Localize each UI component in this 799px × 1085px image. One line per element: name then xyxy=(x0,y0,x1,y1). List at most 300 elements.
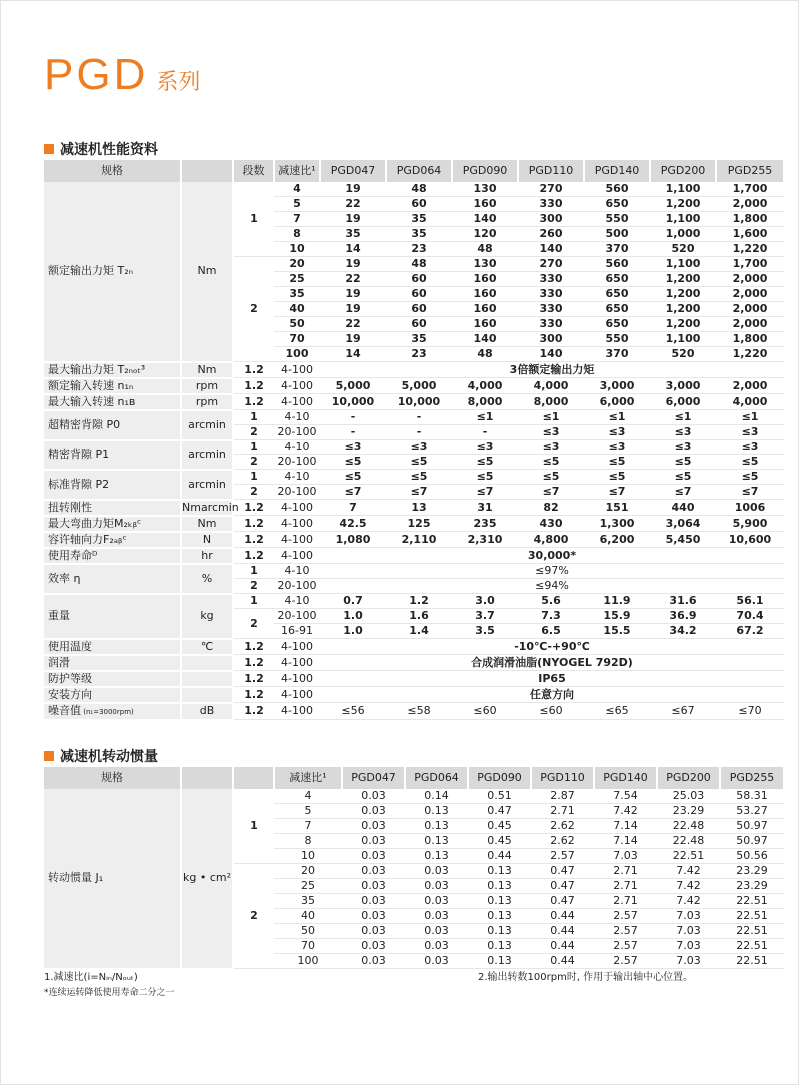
value-cell: 1006 xyxy=(716,500,784,516)
value-cell: 14 xyxy=(320,242,386,257)
weight-label: 重量 xyxy=(44,594,181,639)
value-cell: 0.03 xyxy=(342,819,405,834)
protection-class-label: 防护等级 xyxy=(44,671,181,687)
table-row xyxy=(44,687,784,703)
value-cell: 6,000 xyxy=(650,394,716,410)
ratio-cell: 10 xyxy=(274,849,342,864)
value-cell: 22.48 xyxy=(657,819,720,834)
unit-cell: arcmin xyxy=(181,410,233,440)
value-cell: 1,220 xyxy=(716,242,784,257)
value-cell: 3,064 xyxy=(650,516,716,532)
value-cell: 330 xyxy=(518,317,584,332)
value-cell: ≤5 xyxy=(518,470,584,485)
ratio-cell: 4-100 xyxy=(274,655,320,671)
value-cell: 19 xyxy=(320,212,386,227)
max-bending-moment-label: 最大弯曲力矩M₂ₖᵦᶜ xyxy=(44,516,181,532)
value-cell: 2.57 xyxy=(531,849,594,864)
value-cell: ≤3 xyxy=(320,440,386,455)
value-cell: 35 xyxy=(320,227,386,242)
value-cell: 0.13 xyxy=(405,819,468,834)
efficiency-label: 效率 η xyxy=(44,564,181,594)
table-row xyxy=(44,564,784,579)
value-cell: 3.7 xyxy=(452,609,518,624)
ratio-cell: 7 xyxy=(274,212,320,227)
value-cell: 60 xyxy=(386,302,452,317)
value-cell: 0.03 xyxy=(342,789,405,804)
stage-cell: 1.2 xyxy=(233,687,274,703)
max-torque-label: 最大输出力矩 T₂ₙₒₜ³ xyxy=(44,362,181,378)
value-cell: 0.03 xyxy=(342,954,405,969)
value-cell: 140 xyxy=(518,242,584,257)
value-cell: 23.29 xyxy=(720,864,784,879)
value-cell: 2.71 xyxy=(594,879,657,894)
value-cell: 0.03 xyxy=(342,909,405,924)
value-cell: 7.03 xyxy=(657,954,720,969)
value-cell: 1,200 xyxy=(650,302,716,317)
ratio-cell: 35 xyxy=(274,894,342,909)
value-cell: 2,000 xyxy=(716,197,784,212)
ratio-cell: 4-100 xyxy=(274,394,320,410)
value-cell: 1,600 xyxy=(716,227,784,242)
value-cell: 140 xyxy=(452,332,518,347)
stage-cell: 1 xyxy=(233,470,274,485)
value-cell: - xyxy=(320,425,386,440)
value-cell: 22.48 xyxy=(657,834,720,849)
value-cell: 0.44 xyxy=(531,924,594,939)
value-cell: 2.62 xyxy=(531,819,594,834)
stage-cell: 1.2 xyxy=(233,639,274,655)
ratio-cell: 4-100 xyxy=(274,639,320,655)
unit-cell: kg xyxy=(181,594,233,639)
value-cell: 2.71 xyxy=(594,864,657,879)
value-cell: - xyxy=(320,410,386,425)
inertia-label: 转动惯量 J₁ xyxy=(44,789,181,969)
column-header xyxy=(181,767,233,789)
value-cell: 56.1 xyxy=(716,594,784,609)
value-cell: ≤3 xyxy=(650,425,716,440)
value-cell: 50.56 xyxy=(720,849,784,864)
value-cell: ≤3 xyxy=(386,440,452,455)
table-row xyxy=(44,362,784,378)
value-cell: 1,200 xyxy=(650,287,716,302)
mounting-direction-label: 安装方向 xyxy=(44,687,181,703)
value-cell: 650 xyxy=(584,197,650,212)
value-cell: 650 xyxy=(584,302,650,317)
value-cell: 330 xyxy=(518,197,584,212)
value-cell: 650 xyxy=(584,272,650,287)
table-row xyxy=(44,789,784,804)
merged-value-cell: 任意方向 xyxy=(320,687,784,703)
stage-cell: 2 xyxy=(233,485,274,500)
ratio-cell: 4-100 xyxy=(274,516,320,532)
ratio-cell: 4-10 xyxy=(274,594,320,609)
stage-cell: 1.2 xyxy=(233,671,274,687)
unit-cell: ℃ xyxy=(181,639,233,655)
value-cell: 0.47 xyxy=(468,804,531,819)
value-cell: 7.14 xyxy=(594,834,657,849)
value-cell: 0.13 xyxy=(468,864,531,879)
ratio-cell: 4 xyxy=(274,789,342,804)
value-cell: 5.6 xyxy=(518,594,584,609)
table-row xyxy=(44,394,784,410)
value-cell: 0.13 xyxy=(468,909,531,924)
table-row xyxy=(44,470,784,485)
note-ratio-definition: 1.减速比(i=Nᵢₙ/Nₒᵤₜ) xyxy=(44,972,138,983)
value-cell: ≤5 xyxy=(386,455,452,470)
table-row xyxy=(44,671,784,687)
value-cell: 7.03 xyxy=(594,849,657,864)
value-cell: ≤65 xyxy=(584,703,650,720)
ratio-cell: 70 xyxy=(274,332,320,347)
value-cell: 22 xyxy=(320,272,386,287)
value-cell: 0.45 xyxy=(468,834,531,849)
value-cell: 53.27 xyxy=(720,804,784,819)
value-cell: 60 xyxy=(386,317,452,332)
value-cell: ≤5 xyxy=(320,455,386,470)
value-cell: 23.29 xyxy=(657,804,720,819)
table-row xyxy=(44,532,784,548)
unit-cell: dB xyxy=(181,703,233,720)
value-cell: 34.2 xyxy=(650,624,716,639)
value-cell: 60 xyxy=(386,287,452,302)
value-cell: ≤5 xyxy=(584,470,650,485)
value-cell: 7.42 xyxy=(657,894,720,909)
ratio-cell: 20 xyxy=(274,257,320,272)
ratio-cell: 5 xyxy=(274,804,342,819)
value-cell: 19 xyxy=(320,182,386,197)
value-cell: 0.7 xyxy=(320,594,386,609)
value-cell: 60 xyxy=(386,197,452,212)
model-column-header: PGD140 xyxy=(594,767,657,789)
value-cell: ≤7 xyxy=(386,485,452,500)
value-cell: 0.14 xyxy=(405,789,468,804)
value-cell: 1,300 xyxy=(584,516,650,532)
value-cell: 160 xyxy=(452,272,518,287)
value-cell: 48 xyxy=(386,257,452,272)
value-cell: 60 xyxy=(386,272,452,287)
value-cell: 1,200 xyxy=(650,317,716,332)
value-cell: 3,000 xyxy=(584,378,650,394)
value-cell: 0.13 xyxy=(468,924,531,939)
value-cell: 1,700 xyxy=(716,182,784,197)
table-row xyxy=(44,378,784,394)
value-cell: 1.4 xyxy=(386,624,452,639)
stage-cell: 2 xyxy=(233,455,274,470)
column-header xyxy=(181,160,233,182)
value-cell: 0.51 xyxy=(468,789,531,804)
ratio-cell: 8 xyxy=(274,227,320,242)
value-cell: 0.03 xyxy=(342,894,405,909)
value-cell: 1,100 xyxy=(650,332,716,347)
value-cell: 440 xyxy=(650,500,716,516)
value-cell: ≤5 xyxy=(518,455,584,470)
value-cell: 35 xyxy=(386,227,452,242)
ratio-cell: 20-100 xyxy=(274,425,320,440)
value-cell: 23 xyxy=(386,347,452,362)
value-cell: 14 xyxy=(320,347,386,362)
value-cell: 31.6 xyxy=(650,594,716,609)
value-cell: 10,600 xyxy=(716,532,784,548)
unit-cell: rpm xyxy=(181,394,233,410)
value-cell: 1,100 xyxy=(650,257,716,272)
noise-condition-note: (n₁=3000rpm) xyxy=(81,707,134,716)
table-row xyxy=(44,182,784,197)
value-cell: 5,000 xyxy=(320,378,386,394)
ratio-cell: 4-100 xyxy=(274,687,320,703)
stage-cell: 1 xyxy=(233,564,274,579)
merged-value-cell: ≤94% xyxy=(320,579,784,594)
unit-cell: arcmin xyxy=(181,470,233,500)
value-cell: 2.87 xyxy=(531,789,594,804)
value-cell: 5,000 xyxy=(386,378,452,394)
value-cell: 6.5 xyxy=(518,624,584,639)
value-cell: 0.47 xyxy=(531,879,594,894)
value-cell: ≤70 xyxy=(716,703,784,720)
value-cell: 7.03 xyxy=(657,909,720,924)
ratio-cell: 40 xyxy=(274,909,342,924)
page-title xyxy=(44,50,200,100)
table-row xyxy=(44,594,784,609)
value-cell: 23 xyxy=(386,242,452,257)
backlash-p2-label: 标准背隙 P2 xyxy=(44,470,181,500)
unit-cell: Nm xyxy=(181,362,233,378)
value-cell: 270 xyxy=(518,182,584,197)
value-cell: 15.9 xyxy=(584,609,650,624)
value-cell: ≤5 xyxy=(716,470,784,485)
value-cell: 35 xyxy=(386,212,452,227)
note-continuous-operation: *连续运转降低使用寿命二分之一 xyxy=(44,988,175,998)
ratio-cell: 25 xyxy=(274,272,320,287)
value-cell: ≤3 xyxy=(584,425,650,440)
unit-cell: hr xyxy=(181,548,233,564)
noise-label xyxy=(44,703,181,720)
value-cell: 0.03 xyxy=(342,834,405,849)
ratio-cell: 40 xyxy=(274,302,320,317)
value-cell: ≤3 xyxy=(650,440,716,455)
value-cell: 10,000 xyxy=(320,394,386,410)
value-cell: ≤1 xyxy=(584,410,650,425)
value-cell: 1,080 xyxy=(320,532,386,548)
value-cell: 4,000 xyxy=(716,394,784,410)
value-cell: ≤7 xyxy=(452,485,518,500)
value-cell: - xyxy=(386,410,452,425)
value-cell: 520 xyxy=(650,242,716,257)
model-column-header: PGD090 xyxy=(452,160,518,182)
value-cell: 1,000 xyxy=(650,227,716,242)
value-cell: 0.13 xyxy=(405,804,468,819)
value-cell: 1.0 xyxy=(320,624,386,639)
value-cell: ≤7 xyxy=(320,485,386,500)
value-cell: ≤7 xyxy=(650,485,716,500)
value-cell: ≤7 xyxy=(716,485,784,500)
value-cell: ≤1 xyxy=(650,410,716,425)
ratio-cell: 35 xyxy=(274,287,320,302)
value-cell: 0.03 xyxy=(342,864,405,879)
value-cell: 0.47 xyxy=(531,864,594,879)
model-column-header: PGD200 xyxy=(650,160,716,182)
value-cell: 2,000 xyxy=(716,287,784,302)
value-cell: 11.9 xyxy=(584,594,650,609)
unit-cell xyxy=(181,671,233,687)
stage-cell: 1 xyxy=(233,789,274,864)
value-cell: ≤5 xyxy=(320,470,386,485)
value-cell: 370 xyxy=(584,347,650,362)
value-cell: 7.42 xyxy=(594,804,657,819)
value-cell: 140 xyxy=(518,347,584,362)
model-column-header: PGD110 xyxy=(518,160,584,182)
value-cell: 4,000 xyxy=(452,378,518,394)
ratio-cell: 100 xyxy=(274,347,320,362)
lubrication-label: 润滑 xyxy=(44,655,181,671)
value-cell: 330 xyxy=(518,272,584,287)
value-cell: 0.03 xyxy=(405,894,468,909)
orange-square-icon xyxy=(44,144,54,154)
stage-cell: 2 xyxy=(233,257,274,362)
model-column-header: PGD200 xyxy=(657,767,720,789)
merged-value-cell: IP65 xyxy=(320,671,784,687)
value-cell: 2.71 xyxy=(594,894,657,909)
value-cell: 1.0 xyxy=(320,609,386,624)
value-cell: ≤3 xyxy=(452,440,518,455)
value-cell: 2.57 xyxy=(594,924,657,939)
operating-temperature-label: 使用温度 xyxy=(44,639,181,655)
model-column-header: PGD047 xyxy=(342,767,405,789)
stage-cell: 1.2 xyxy=(233,500,274,516)
ratio-cell: 4-100 xyxy=(274,671,320,687)
value-cell: 10,000 xyxy=(386,394,452,410)
value-cell: 1,800 xyxy=(716,212,784,227)
value-cell: 7.14 xyxy=(594,819,657,834)
value-cell: 0.13 xyxy=(468,954,531,969)
ratio-cell: 4-100 xyxy=(274,548,320,564)
model-column-header: PGD064 xyxy=(405,767,468,789)
value-cell: 2,000 xyxy=(716,317,784,332)
value-cell: 0.03 xyxy=(405,939,468,954)
ratio-cell: 8 xyxy=(274,834,342,849)
note-output-speed: 2.输出转数100rpm时, 作用于输出轴中心位置。 xyxy=(478,972,694,983)
value-cell: 82 xyxy=(518,500,584,516)
table-row xyxy=(44,440,784,455)
value-cell: 1.2 xyxy=(386,594,452,609)
value-cell: 0.44 xyxy=(531,939,594,954)
unit-cell: % xyxy=(181,564,233,594)
stage-cell: 1 xyxy=(233,440,274,455)
unit-cell: Nm xyxy=(181,182,233,362)
value-cell: 3.5 xyxy=(452,624,518,639)
value-cell: 130 xyxy=(452,182,518,197)
value-cell: 3,000 xyxy=(650,378,716,394)
column-header: 规格 xyxy=(44,160,181,182)
value-cell: 0.13 xyxy=(468,939,531,954)
stage-cell: 1 xyxy=(233,410,274,425)
value-cell: 550 xyxy=(584,332,650,347)
value-cell: 330 xyxy=(518,287,584,302)
value-cell: ≤1 xyxy=(716,410,784,425)
value-cell: ≤3 xyxy=(518,425,584,440)
value-cell: ≤5 xyxy=(716,455,784,470)
stage-cell: 1.2 xyxy=(233,516,274,532)
ratio-cell: 4-100 xyxy=(274,378,320,394)
value-cell: 5,450 xyxy=(650,532,716,548)
value-cell: 7.03 xyxy=(657,924,720,939)
ratio-cell: 4-10 xyxy=(274,564,320,579)
ratio-cell: 4-100 xyxy=(274,362,320,378)
merged-value-cell: ≤97% xyxy=(320,564,784,579)
value-cell: 1,800 xyxy=(716,332,784,347)
stage-cell: 2 xyxy=(233,864,274,969)
value-cell: 2,000 xyxy=(716,302,784,317)
stage-cell: 2 xyxy=(233,579,274,594)
value-cell: ≤5 xyxy=(650,470,716,485)
inertia-table xyxy=(44,767,785,970)
table-row xyxy=(44,655,784,671)
value-cell: 25.03 xyxy=(657,789,720,804)
value-cell: 0.44 xyxy=(531,954,594,969)
value-cell: 1,200 xyxy=(650,272,716,287)
ratio-cell: 20-100 xyxy=(274,609,320,624)
stage-cell: 2 xyxy=(233,609,274,639)
backlash-p1-label: 精密背隙 P1 xyxy=(44,440,181,470)
value-cell: 140 xyxy=(452,212,518,227)
stage-cell: 1.2 xyxy=(233,362,274,378)
value-cell: 3.0 xyxy=(452,594,518,609)
ratio-cell: 4-10 xyxy=(274,410,320,425)
stage-cell: 2 xyxy=(233,425,274,440)
stage-cell: 1.2 xyxy=(233,703,274,720)
value-cell: 1,200 xyxy=(650,197,716,212)
value-cell: 42.5 xyxy=(320,516,386,532)
value-cell: 120 xyxy=(452,227,518,242)
rated-torque-label: 额定输出力矩 T₂ₙ xyxy=(44,182,181,362)
value-cell: ≤3 xyxy=(716,425,784,440)
unit-cell: rpm xyxy=(181,378,233,394)
value-cell: ≤7 xyxy=(518,485,584,500)
value-cell: 7.03 xyxy=(657,939,720,954)
value-cell: 6,200 xyxy=(584,532,650,548)
value-cell: 500 xyxy=(584,227,650,242)
value-cell: 430 xyxy=(518,516,584,532)
unit-cell xyxy=(181,687,233,703)
value-cell: 58.31 xyxy=(720,789,784,804)
stage-cell: 1.2 xyxy=(233,378,274,394)
stage-cell: 1.2 xyxy=(233,532,274,548)
value-cell: 560 xyxy=(584,257,650,272)
value-cell: ≤3 xyxy=(716,440,784,455)
value-cell: 22.51 xyxy=(657,849,720,864)
table-row xyxy=(44,639,784,655)
model-column-header: PGD047 xyxy=(320,160,386,182)
value-cell: 2.57 xyxy=(594,909,657,924)
ratio-cell: 20-100 xyxy=(274,485,320,500)
service-life-label: 使用寿命ᴰ xyxy=(44,548,181,564)
value-cell: 1,100 xyxy=(650,182,716,197)
value-cell: 22.51 xyxy=(720,954,784,969)
value-cell: ≤5 xyxy=(584,455,650,470)
value-cell: 7.42 xyxy=(657,879,720,894)
value-cell: ≤60 xyxy=(452,703,518,720)
value-cell: 0.13 xyxy=(405,834,468,849)
value-cell: 160 xyxy=(452,302,518,317)
value-cell: 13 xyxy=(386,500,452,516)
value-cell: 650 xyxy=(584,287,650,302)
merged-value-cell: 合成润滑油脂(NYOGEL 792D) xyxy=(320,655,784,671)
ratio-cell: 70 xyxy=(274,939,342,954)
value-cell: 7.42 xyxy=(657,864,720,879)
stage-cell: 1.2 xyxy=(233,548,274,564)
performance-table xyxy=(44,160,785,721)
column-header: 减速比¹ xyxy=(274,160,320,182)
value-cell: 8,000 xyxy=(518,394,584,410)
